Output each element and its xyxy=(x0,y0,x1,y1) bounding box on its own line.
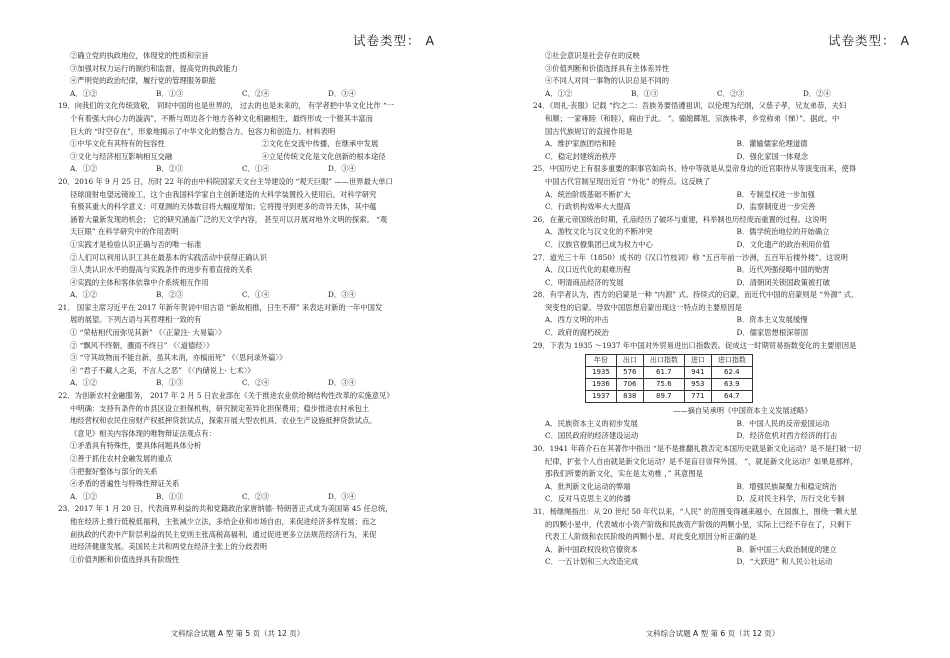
text-line: 26．在董元帝国统治时期，孔庙经历了破坏与重建，科举制也历经废而重置的过程。这说明 xyxy=(533,214,827,224)
option-row xyxy=(533,151,928,164)
option-text: B．资本主义发展缓慢 xyxy=(736,315,808,325)
option-row xyxy=(58,138,453,151)
option-text: A．维护家族团结和睦 xyxy=(545,139,616,149)
option-text: C．一五计划和三大改造完成 xyxy=(545,557,639,567)
text-line: 22．为创新农村金融服务， 2017 年 2 月 5 日农业部在《关于推进农业供给侧结构性改革的实施意见》 xyxy=(58,391,394,401)
text-line: ② “飘风不终朝，骤雨不终日” 《〈道德经〉》 xyxy=(70,340,214,350)
answer-choice: B．①③ xyxy=(156,378,184,388)
text-line: 28．有学者认为，西方的启蒙是一种 “内源” 式、持续式的启蒙，而近代中国的启蒙则是 “外源” 式、 xyxy=(533,290,859,300)
option-text: ④立足传统文化是文化创新的根本途径 xyxy=(261,151,386,161)
table-cell: 941 xyxy=(684,367,711,379)
option-text: D．儒家思想根深蒂固 xyxy=(736,328,809,338)
table-cell: 89.7 xyxy=(643,391,684,403)
text-line: 29．下表为 1935 ～1937 年中国对外贸易进出口指数表。促成这一时期贸易指数变化的主要原因是 xyxy=(533,340,857,350)
right-page-content xyxy=(533,50,928,569)
text-line: ②人们可以利用认识工具在最基本的实践活动中获得正确认识 xyxy=(70,252,268,262)
option-text: C．汉族官僚集团已成为权力中心 xyxy=(545,239,653,249)
answer-choice: A．①② xyxy=(545,88,573,98)
questions-29-31 xyxy=(533,418,928,569)
option-row xyxy=(533,314,928,327)
paper-type-label: 试卷类型： A xyxy=(827,33,910,48)
table-cell: 1937 xyxy=(586,391,617,403)
option-text: B．儒学统治地位的开始确立 xyxy=(736,227,830,237)
text-line: ③价值判断和价值选择具有主体差异性 xyxy=(545,63,670,73)
option-row xyxy=(533,277,928,290)
text-line: 个有着强大向心力的漩涡”，不断与周边各个地方各种文化相融相生，最终形成一个极其丰富而 xyxy=(70,113,373,123)
option-text: D．经济危机对西方经济的打击 xyxy=(736,431,838,441)
page-footer: 文科综合试题 A 型 第 6 页（共 12 页） xyxy=(645,629,780,638)
option-text: D．文化遗产的政治利用价值 xyxy=(736,239,830,249)
text-line: 代表工人阶级和农民阶级的两颗小星。对此变化原因分析正确的是 xyxy=(545,532,757,542)
option-row xyxy=(533,327,928,340)
text-line: ②社会意识是社会存在的反映 xyxy=(545,51,640,60)
answer-choice: A．①② xyxy=(70,88,98,98)
answer-choice: C．②④ xyxy=(242,88,270,98)
answer-choices xyxy=(58,491,453,504)
text-line: 19．向我们的文化传统致敬， 同时中国的也是世界的， 过去的也是未来的， 有学者把中华文化比作 “一 xyxy=(58,101,395,111)
option-row xyxy=(533,418,928,431)
text-line: ④严明党的政治纪律，履行党的管理服务职能 xyxy=(70,76,216,86)
answer-choice: C．①④ xyxy=(242,164,270,174)
table-header-cell: 出口指数 xyxy=(643,355,684,367)
table-cell: 61.7 xyxy=(643,367,684,379)
text-line: 21． 国家主席习近平在 2017 年新年贺词中用古语 “新故相推，日生不滞” 来表达对新的一年中国发 xyxy=(58,302,383,312)
text-line: ④实践的主体和客体依靠中介系统相互作用 xyxy=(70,277,209,287)
table-header-cell: 进口指数 xyxy=(711,355,752,367)
table-cell: 706 xyxy=(616,379,643,391)
text-line: ③把握好整体与部分的关系 xyxy=(70,466,158,476)
option-text: A．西方文明的冲击 xyxy=(545,315,609,325)
option-text: D．监察制度进一步完善 xyxy=(736,202,816,212)
text-line: 国古代族规订的直接作用是 xyxy=(545,126,633,136)
option-text: C．反对马克思主义的传播 xyxy=(545,494,631,504)
text-line: 进经济健康发展。美国民主共和两党在经济主张上的分歧表明 xyxy=(70,542,268,552)
option-text: B．灌输儒家伦理道德 xyxy=(736,139,808,149)
option-row xyxy=(533,138,928,151)
table-cell: 75.6 xyxy=(643,379,684,391)
table-cell: 62.4 xyxy=(711,367,752,379)
option-text: D．“大跃进” 和人民公社运动 xyxy=(736,557,833,567)
text-line: ①价值判断和价值选择具有阶级性 xyxy=(70,554,180,564)
table-cell: 63.9 xyxy=(711,379,752,391)
text-line: ③ “守其故物而不能自新，虽其未消，亦槁而死” 《〈思问录外篇〉》 xyxy=(70,353,287,363)
text-line: 20．2016 年 9 月 25 日，历时 22 年的由中科院国家天文台主导建设的 “观天巨眼” ——世界最大单口 xyxy=(58,176,393,186)
text-line: 突变性的启蒙。导致中国思想启蒙出现这一特点的主要原因是 xyxy=(545,302,743,312)
option-text: ①中华文化有其特有的包容性 xyxy=(70,139,165,149)
option-text: A．民族资本主义的初步发展 xyxy=(545,418,638,428)
option-row xyxy=(533,226,928,239)
text-line: 中明确：支持有条件的市县区设立担保机构，研究制定差异化担保费用；稳步推进农村承包土 xyxy=(70,403,370,413)
option-text: C．国民政府的经济建设运动 xyxy=(545,431,639,441)
paper-type-label: 试卷类型： A xyxy=(352,33,435,48)
table-cell: 953 xyxy=(684,379,711,391)
text-line: 中国古代官制呈现出近官 “外化” 的特点。这反映了 xyxy=(545,176,711,186)
table-row xyxy=(586,379,753,391)
option-text: D．反对民主科学，历行文化专制 xyxy=(736,494,845,504)
answer-choice: D．③④ xyxy=(328,164,356,174)
text-line: ③加强对权力运行的制约和监督，提高党的执政能力 xyxy=(70,63,238,73)
text-line: 30．1941 年蒋介石在其著作中指出 “是不是推翻礼教否定本国历史就是新文化运动？是不是打破一切 xyxy=(533,444,862,454)
option-text: D．清朝闭关锁国政策被打破 xyxy=(736,277,830,287)
answer-choices xyxy=(533,88,928,101)
text-line: 展的展望。下列古语与其哲理相一致的有 xyxy=(70,315,202,325)
answer-choice: A．①② xyxy=(70,290,98,300)
text-line: 前执政的代表中产阶层利益的民主党则主张高税高福利，通过促进更多立法规范经济行为，来促 xyxy=(70,529,377,539)
option-row xyxy=(58,151,453,164)
table-cell: 576 xyxy=(616,367,643,379)
option-row xyxy=(533,201,928,214)
page-footer: 文科综合试题 A 型 第 5 页（共 12 页） xyxy=(170,629,305,638)
answer-choice: C．②③ xyxy=(242,491,270,501)
table-cell: 1935 xyxy=(586,367,617,379)
answer-choice: B．②③ xyxy=(156,164,184,174)
table-header-cell: 进口 xyxy=(684,355,711,367)
option-text: ③文化与经济相互影响相互交融 xyxy=(70,151,173,161)
trade-index-table xyxy=(585,354,753,403)
text-line: 纪律，扩张个人自由就是新文化运动？是不是盲目崇拜外国， ”，就是新文化运动？如果是那样， xyxy=(545,456,858,466)
option-text: A．批判新文化运动的弊端 xyxy=(545,481,631,491)
option-row xyxy=(533,556,928,569)
text-line: ④矛盾的普遍性与特殊性辩证关系 xyxy=(70,479,180,489)
answer-choices xyxy=(58,289,453,302)
table-cell: 838 xyxy=(616,391,643,403)
text-line: ③人类认识水平的提高与实践条件的进步有着直接的关系 xyxy=(70,265,253,275)
text-line: 《意见》相关内容体现的唯物辩证法观点有： xyxy=(70,428,216,438)
text-line: ①实践才是检验认识正确与否的唯一标准 xyxy=(70,239,202,249)
text-line: 23．2017 年 1 月 20 日，代表商界利益的共和党籍政治家唐纳德· 特朗普正式成为美国第 45 任总统， xyxy=(58,504,393,514)
table-source: ——摘自吴承明《中国资本主义发展述略》 xyxy=(673,406,812,416)
table-cell: 771 xyxy=(684,391,711,403)
table-header-cell: 年份 xyxy=(586,355,617,367)
option-text: C．政府的腐朽统治 xyxy=(545,328,609,338)
answer-choice: B．①③ xyxy=(156,491,184,501)
text-line: 27．道光三十年（1850）成书的《汉口竹枝词》称 “五百年前一沙洲，五百年后楼外楼”。这说明 xyxy=(533,252,848,262)
text-line: 和顺；一家雍睦（和睦），痈由于此。 ”。骟媳踯旭，宗族株孝，乡党称弟（悌）”。据此，中 xyxy=(545,113,840,123)
text-line: 25．中国历史上有很多重要的职事官如尚书、侍中等就是从皇帝身边的近官职侍从等演变而来，使得 xyxy=(533,164,857,174)
option-text: B．增强民族凝聚力和稳定统治 xyxy=(736,481,837,491)
option-row xyxy=(533,544,928,557)
answer-choice: B．①③ xyxy=(156,88,184,98)
answer-choice: D．③④ xyxy=(328,491,356,501)
text-line: 有极其重大的科学意义：可观测的天体数目将大幅度增加；它将搜寻到更多的奇异天体，其中蕴 xyxy=(70,202,377,212)
option-text: C．稳定封建统治秩序 xyxy=(545,151,617,161)
text-line: 的四颗小星中，代表城市小资产阶级和民族资产阶级的两颗小星，实际上已经不存在了，只剩下 xyxy=(545,519,852,529)
text-line: 径球面射电望远镜竣工，这个由我国科学家自主创新建造的大科学装置投入使用后，对科学研究 xyxy=(70,189,377,199)
option-text: B．中国人民的反帝爱国运动 xyxy=(736,418,830,428)
answer-choice: A．①② xyxy=(70,164,98,174)
exam-page-right xyxy=(475,0,950,658)
text-line: ④ “君子不藏人之美，不言人之恶” 《〈内储说上· 七术〉》 xyxy=(70,365,255,375)
left-page-content xyxy=(58,50,453,566)
option-row xyxy=(533,493,928,506)
table-cell: 1936 xyxy=(586,379,617,391)
text-line: ④不同人对同一事物的认识总是不同的 xyxy=(545,76,670,86)
table-cell: 64.7 xyxy=(711,391,752,403)
text-line: 那我们所要的新文化，实在是太劝椎 ，” 其意图是 xyxy=(545,469,703,479)
table-header-cell: 出口 xyxy=(616,355,643,367)
text-line: 地经营权和农民住房财产权抵押贷款试点，探索开展大型农机具、农业生产设施抵押贷款试点。 xyxy=(70,416,377,426)
answer-choices xyxy=(58,88,453,101)
answer-choice: C．②③ xyxy=(717,88,745,98)
option-text: A．新中国政权没收官僚资本 xyxy=(545,544,638,554)
option-text: B．近代列强侵略中国的贻害 xyxy=(736,265,830,275)
text-line: ①矛盾具有特殊性，要具体问题具体分析 xyxy=(70,441,202,451)
option-text: B．新中国三大政治制度的建立 xyxy=(736,544,837,554)
answer-choice: D．③④ xyxy=(328,88,356,98)
text-line: 巨大的 “时空存在”，形象地揭示了中华文化的整合力、包容力和创造力。材料表明 xyxy=(70,126,336,136)
answer-choices xyxy=(58,377,453,390)
option-text: A．游牧文化与汉文化的不断冲突 xyxy=(545,227,653,237)
option-row xyxy=(533,481,928,494)
table-row xyxy=(586,367,753,379)
answer-choice: C．①④ xyxy=(242,290,270,300)
text-line: ① “荣枯相代而弥见其新” 《〈正蒙注· 大易篇〉》 xyxy=(70,328,226,338)
text-line: 他在经济上推行低税低福利，主张减少立法，多给企业和市场自由，来促进经济多样发展；而之 xyxy=(70,516,377,526)
option-text: C．行政机构效率大大提高 xyxy=(545,202,631,212)
option-row xyxy=(533,430,928,443)
option-row xyxy=(533,239,928,252)
answer-choice: B．①③ xyxy=(631,88,659,98)
answer-choice: C．②④ xyxy=(242,378,270,388)
text-line: 涵着大量新发现的机会； 它的研究涵盖广泛的天文学内容， 甚至可以开展对地外文明的探索。 “观 xyxy=(70,214,388,224)
text-line: 31．杨继绳指出：从 20 世纪 50 年代以来，“人民” 的范围变得越来越小，在国旗上，围绕一颗大星 xyxy=(533,507,858,516)
answer-choice: D．③④ xyxy=(328,378,356,388)
option-text: A．统治阶级基础不断扩大 xyxy=(545,189,631,199)
option-text: D．强化家国一体观念 xyxy=(736,151,809,161)
option-row xyxy=(533,189,928,202)
questions-24-29 xyxy=(533,50,928,352)
answer-choice: D．②④ xyxy=(803,88,831,98)
option-row xyxy=(533,264,928,277)
text-line: ②善于抓住农村金融发展的重点 xyxy=(70,454,173,463)
answer-choices xyxy=(58,163,453,176)
option-text: B．专制皇权进一步加强 xyxy=(736,189,815,199)
answer-choice: D．③④ xyxy=(328,290,356,300)
answer-choice: A．①② xyxy=(70,491,98,501)
table-header-row xyxy=(586,355,753,367)
option-text: A．汉口近代化的艰难历程 xyxy=(545,265,631,275)
table-row xyxy=(586,391,753,403)
text-line: ②确立党的执政地位，体现党的性质和宗旨 xyxy=(70,51,209,60)
text-line: 天巨眼” 在科学研究中的作用表明 xyxy=(70,227,179,237)
answer-choice: A．①② xyxy=(70,378,98,388)
option-text: ②文化在交流中传播，在继承中发展 xyxy=(261,139,379,149)
option-text: C．明清商品经济的发展 xyxy=(545,277,624,287)
answer-choice: B．②③ xyxy=(156,290,184,300)
text-line: 24．《周礼·丧服》记载 “约之二：吾族务要悟遵祖训，以伦理为纪纲，父慈子孝，兄友弟恭，夫妇 xyxy=(533,101,847,111)
